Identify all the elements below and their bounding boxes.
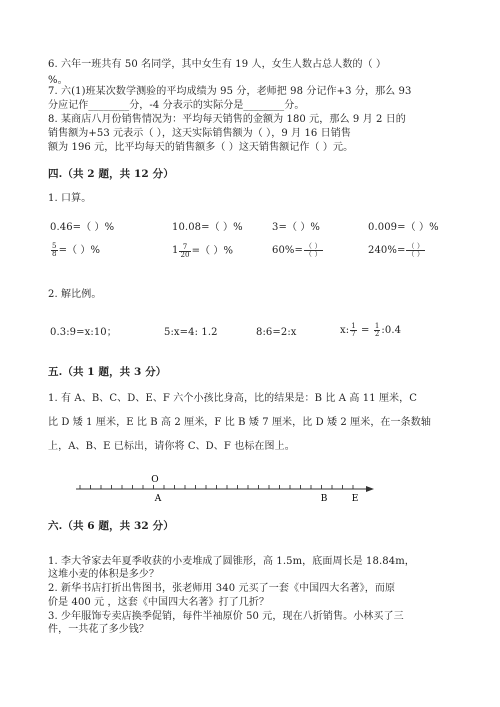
q6-1-line2: 这堆小麦的体积是多少？ [48,569,160,580]
number-line [0,465,500,505]
fraction: $\frac{7}{20}$ [180,242,190,259]
section4-heading: 四.（共 2 题，共 12 分） [48,168,174,180]
q8-line3: 额为 196 元，比平均每天的销售额多（ ）这天销售额记作（ ）元。 [48,142,354,153]
arrow-right-icon [366,486,374,492]
origin-label: O [151,475,159,485]
q5-line2: 比 D 矮 1 厘米，E 比 B 高 2 厘米，F 比 B 矮 7 厘米，比 D 矮 2 厘米，在一条数轴 [48,417,431,428]
fraction: $\frac{1}{2}$ [374,322,380,338]
point-a-label: A [154,494,162,504]
proportion-3: 8:6=2:x [256,327,297,338]
proportion-1: 0.3:9=x:10； [50,327,117,338]
oral-calc-2: 10.08=（ ）% [172,222,243,233]
oral-calc-6: 1 $\frac{7}{20}$ =（ ）% [172,242,234,259]
proportion-4: x: $\frac{1}{7}$ = $\frac{1}{2}$ :0.4 [340,322,402,338]
point-e-label: E [351,494,359,504]
q6-1-line1: 1. 李大爷家去年夏季收获的小麦堆成了圆锥形，高 1.5m，底面周长是 18.84m， [48,556,415,567]
q6-2-line1: 2. 新华书店打折出售图书，张老师用 340 元买了一套《中国四大名著》，而原 [48,583,396,594]
oral-calc-title: 1. 口算。 [48,193,92,204]
proportion-2: 5:x=4: 1.2 [164,327,218,338]
q5-line3: 上，A、B、E 已标出，请你将 C、D、F 也标在图上。 [48,441,295,452]
oral-calc-8: 240%= $\frac{( )}{( )}$ [368,242,424,258]
oral-calc-1: 0.46=（ ）% [50,222,115,233]
section5-heading: 五.（共 1 题，共 3 分） [48,366,167,378]
q6-2-line2: 价是 400 元 ，这套《中国四大名著》打了几折？ [48,597,270,608]
q7-line2: 分应记作________分，-4 分表示的实际分是________分。 [48,100,305,111]
point-b-label: B [320,494,328,504]
oral-calc-5: $\frac{5}{8}$ =（ ）% [52,242,101,258]
number-line-ticks [80,485,353,489]
q8-line2: 销售额为+53 元表示（ ），这天实际销售额为（ ），9 月 16 日销售 [48,128,351,139]
fraction: $\frac{( )}{( )}$ [407,242,424,258]
oral-calc-3: 3=（ ）% [272,222,321,233]
fraction: $\frac{5}{8}$ [52,242,57,258]
q8-line1: 8. 某商店八月份销售情况为：平均每天销售的金额为 180 元，那么 9 月 2 日的 [48,114,406,125]
q6-3-line1: 3. 少年服饰专卖店换季促销，每件半袖原价 50 元，现在八折销售。小林买了三 [48,611,404,622]
q6-line2: %。 [48,75,68,86]
oral-calc-7: 60%= $\frac{( )}{( )}$ [272,242,322,258]
q5-line1: 1. 有 A、B、C、D、E、F 六个小孩比身高，比的结果是：B 比 A 高 11 厘米，C [48,393,417,404]
oral-calc-4: 0.009=（ ）% [368,222,439,233]
fraction: $\frac{( )}{( )}$ [305,242,322,258]
proportion-title: 2. 解比例。 [48,289,102,300]
fraction: $\frac{1}{7}$ [351,322,356,338]
q6-3-line2: 件，一共花了多少钱？ [48,624,149,635]
q6-line1: 6. 六年一班共有 50 名同学，其中女生有 19 人，女生人数占总人数的（ ） [48,59,387,70]
section6-heading: 六.（共 6 题，共 32 分） [48,520,174,532]
q7-line1: 7. 六(1)班某次数学测验的平均成绩为 95 分，老师把 98 分记作+3 分，那么 93 [48,86,412,97]
